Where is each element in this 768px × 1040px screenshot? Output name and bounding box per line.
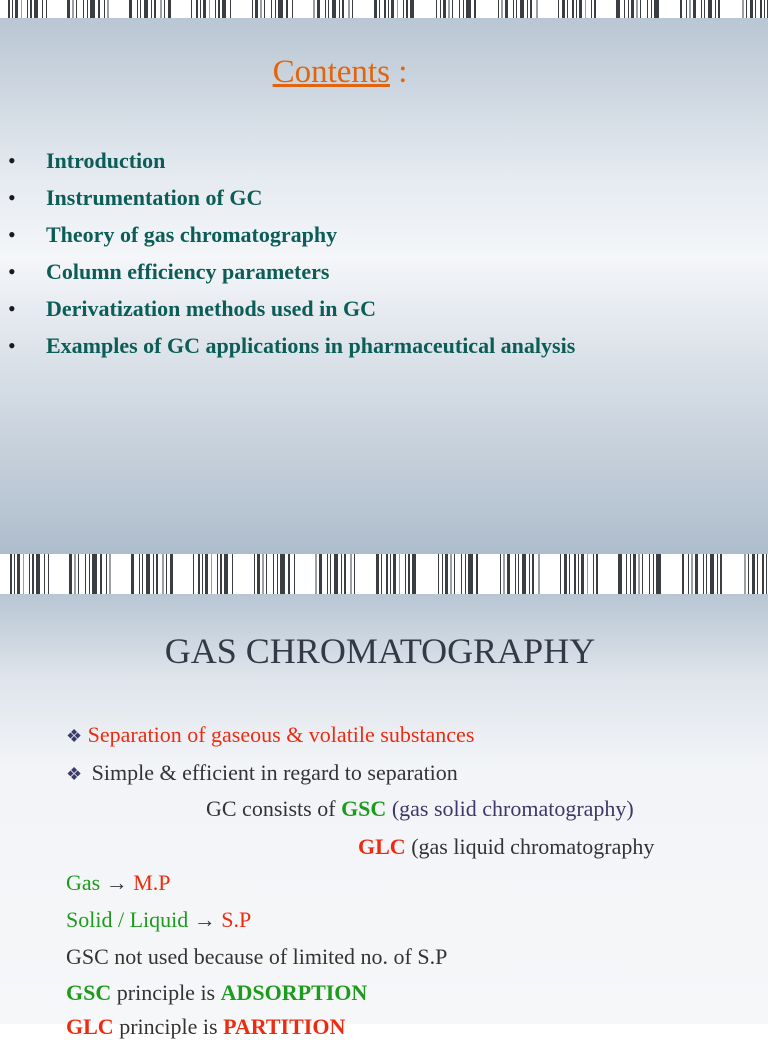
contents-list xyxy=(0,148,575,370)
point-simple: ❖ Simple & efficient in regard to separation xyxy=(66,760,458,785)
slide-title: GAS CHROMATOGRAPHY xyxy=(164,631,596,671)
gsc-principle-line: GSC principle is ADSORPTION xyxy=(66,980,368,1005)
gas-mp-line: Gas → M.P xyxy=(66,870,171,895)
middle-barcode-strip xyxy=(0,554,768,594)
top-barcode-strip xyxy=(0,0,768,18)
gsc-note-line: GSC not used because of limited no. of S.P xyxy=(66,944,448,969)
glc-principle-line: GLC principle is PARTITION xyxy=(66,1014,346,1039)
glc-line: GLC (gas liquid chromatography xyxy=(358,834,655,859)
contents-slide xyxy=(0,18,768,554)
list-item: • Derivatization methods used in GC xyxy=(8,296,376,321)
gas-chromatography-slide xyxy=(0,594,768,1039)
bullet-icon: • xyxy=(8,148,16,173)
list-item: • Examples of GC applications in pharmaceutical analysis xyxy=(8,333,576,358)
diamond-bullet-icon: ❖ xyxy=(66,726,83,746)
list-item: • Introduction xyxy=(8,148,166,173)
bullet-icon: • xyxy=(8,333,16,358)
list-item: • Column efficiency parameters xyxy=(8,259,330,284)
bullet-icon: • xyxy=(8,185,16,210)
diamond-bullet-icon: ❖ xyxy=(66,764,83,784)
point-separation: ❖ Separation of gaseous & volatile substances xyxy=(66,722,475,747)
bullet-icon: • xyxy=(8,296,16,321)
list-item: • Instrumentation of GC xyxy=(8,185,263,210)
bullet-icon: • xyxy=(8,222,16,247)
contents-title: Contents : xyxy=(272,54,408,90)
list-item: • Theory of gas chromatography xyxy=(8,222,338,247)
gc-consists-line: GC consists of GSC (gas solid chromatography) xyxy=(206,796,634,821)
bullet-icon: • xyxy=(8,259,16,284)
solid-liquid-sp-line: Solid / Liquid → S.P xyxy=(66,907,252,932)
